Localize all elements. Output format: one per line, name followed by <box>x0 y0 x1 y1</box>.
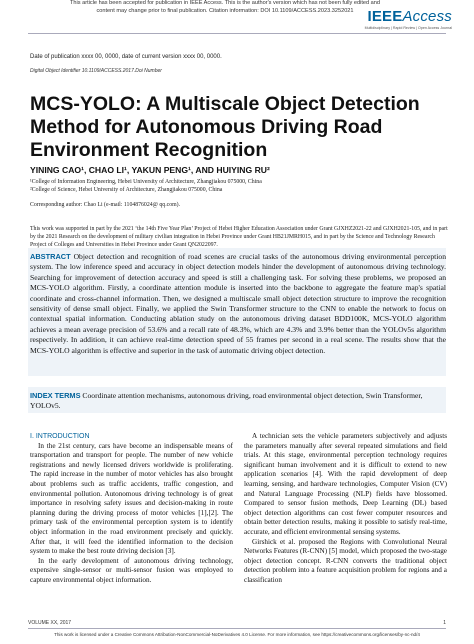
paper-title: MCS-YOLO: A Multiscale Object Detection Method for Autonomous Driving Road Environment Recognition <box>30 93 420 161</box>
abstract <box>30 252 446 356</box>
notice-line-2: content may change prior to final publication. Citation information: DOI 10.1109/ACCESS.2023.3252021 <box>96 7 354 14</box>
doi-line: Digital Object Identifier 10.1109/ACCESS.2017.Doi Number <box>30 68 162 74</box>
section-heading: I. INTRODUCTION <box>30 433 90 440</box>
acceptance-notice <box>60 0 390 16</box>
journal-logo <box>365 8 452 30</box>
publication-date: Date of publication xxxx 00, 0000, date of current version xxxx 00, 0000. <box>30 54 222 60</box>
header-rule <box>28 33 446 34</box>
left-column <box>30 432 233 586</box>
logo-text: IEEE <box>367 8 403 25</box>
page-number: 1 <box>443 620 446 626</box>
abstract-text: Object detection and recognition of road scenes are crucial tasks of the autonomous driving environmental perception system. The low inference speed and accuracy in object detection models hinder the development of autonomous driving technology. Searching for improvement of detection accuracy and speed is still a challenging task. For solving these problems, we proposed an MCS-YOLO algorithm. Firstly, a coordinate attention module is inserted into the backbone to aggregate the feature map's spatial coordinate and cross-channel information. Then, we designed a multiscale small object detection structure to improve the recognition sensitivity of dense small object. Finally, we applied the Swin Transformer structure to the CNN to enable the network to focus on contextual spatial information. Conducting ablation study on the autonomous driving dataset BDD100K, MCS-YOLO algorithm achieves a mean average precision of 53.6% and a recall rate of 48.3%, which are 4.3% and 3.9% better than the YOLOv5s algorithm respectively. In addition, it can achieve real-time detection speed of 55 frames per second in a real scene. The results show that the MCS-YOLO algorithm is effective and superior in the task of automatic driving object detection. <box>30 252 446 355</box>
index-terms-label: INDEX TERMS <box>30 391 81 400</box>
intro-paragraph-4: Girshick et al. proposed the Regions with Convolutional Neural Networks Features (R-CNN) [5] model, which proposed the two-stage object detection concept. R-CNN converts the traditional object detection problem into a feature acquisition problem for regions and a classification <box>244 537 447 584</box>
funding-note: This work was supported in part by the 2021 ‘the 14th Five Year Plan’ Project of Hebei Higher Education Association under Grant GJXHZ2021-22 and GJXH2021-105, and in part by the 2021 Research on the development of military civilian integration in Hebei Province under Grant HB21JMRH015, and in part by the Science and Technology Research Project of Colleges and Universities in Hebei Province under Grant QN2022097. <box>30 226 448 248</box>
abstract-label: ABSTRACT <box>30 252 71 261</box>
right-column <box>244 432 447 586</box>
logo-italic-text: Access <box>402 8 452 25</box>
license-line: This work is licensed under a Creative Commons Attribution-NonCommercial-NoDerivatives 4.0 License. For more information, see https://creativecommons.org/licenses/by-nc-nd/4 <box>54 632 420 637</box>
footer-rule <box>28 628 446 629</box>
volume-label: VOLUME XX, 2017 <box>28 620 72 626</box>
intro-paragraph-2: In the early development of autonomous driving technology, expensive single-sensor or multi-sensor fusion was employed to capture environmental object information. <box>30 556 233 584</box>
affiliation-1: ¹College of Information Engineering, Hebei University of Architecture, Zhangjiakou 075000, China <box>30 179 262 185</box>
author-list: YINING CAO¹, CHAO LI¹, YAKUN PENG¹, AND HUIYING RU² <box>30 165 270 175</box>
page-footer <box>28 620 446 626</box>
index-terms-text: Coordinate attention mechanisms, autonomous driving, road environmental object detection, Swin Transformer, YOLOv5. <box>30 391 423 411</box>
corresponding-author: Corresponding author: Chao Li (e-mail: 1104876024@ qq.com). <box>30 202 181 208</box>
logo-tagline: Multidisciplinary | Rapid Review | Open Access Journal <box>364 26 452 30</box>
intro-paragraph-3: A technician sets the vehicle parameters subjectively and adjusts the parameters manually after several repeated simulations and field trials. At this stage, environmental perception technology requires significant human involvement and it is difficult to extend to new application scenarios [4]. With the rapid development of deep learning, sensing, and hardware technologies, Computer Vision (CV) and Natural Language Processing (NLP) fields have blossomed. Compared to sensor fusion methods, Deep Learning (DL) based object detection algorithms can cost fewer computer resources and obtain better detection results, making it possible to satisfy real-time, accurate, and efficient environmental sensing systems. <box>244 432 447 536</box>
intro-paragraph-1: In the 21st century, cars have become an indispensable means of transportation and transport for people. The number of new vehicle registrations and newly licensed drivers worldwide is proliferating. The rapid increase in the number of motor vehicles has also brought about problems such as traffic accidents, traffic congestion, and environmental pollution. Autonomous driving technology is of great importance in resolving safety issues and decision-making in route planning during the driving process of motor vehicles [1],[2]. The primary task of the environmental perception system is to identify object information in the road environment precisely and quickly. After that, it will feed the identified information to the decision system to make the best route driving decision [3]. <box>30 441 233 556</box>
affiliation-2: ²College of Science, Hebei University of Architecture, Zhangjiakou 075000, China <box>30 187 223 193</box>
page-header <box>0 0 474 30</box>
index-terms <box>30 391 446 412</box>
notice-line-1: This article has been accepted for publication in IEEE Access. This is the author's version which has not been fully edited and <box>69 0 381 6</box>
